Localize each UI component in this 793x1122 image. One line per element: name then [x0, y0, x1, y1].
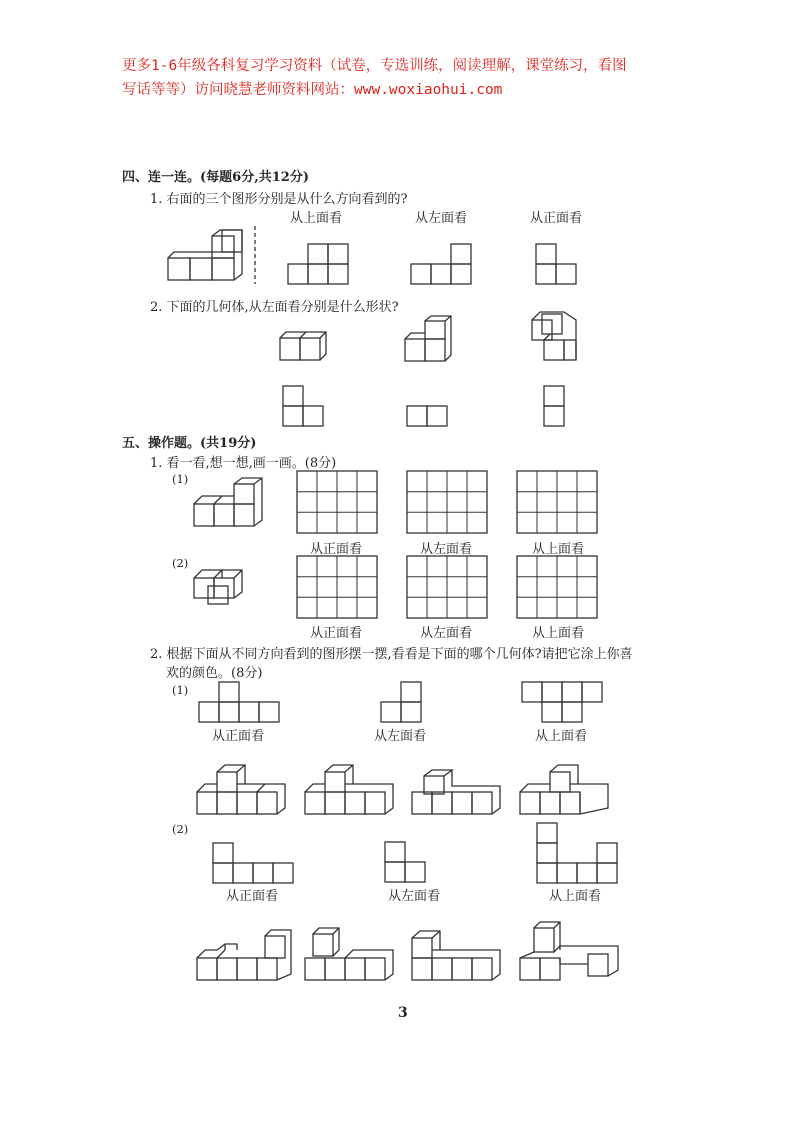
s5-q2-item1-label-top: 从上面看 [535, 729, 588, 744]
s5-q2-item1-option-c[interactable] [410, 762, 502, 818]
s4-q1-label-left: 从左面看 [415, 211, 468, 226]
s5-q2-item2-option-d[interactable] [518, 920, 628, 984]
s5-q2-item1-label-front: 从正面看 [212, 729, 265, 744]
s5-q2-item2-view-left [384, 841, 430, 887]
s4-q2-solid-1 [278, 330, 328, 362]
s5-q2-item2-option-b[interactable] [303, 928, 403, 984]
s5-q1-item1-view-left: 从左面看 [420, 542, 473, 557]
s5-q1-item2-view-left: 从左面看 [420, 626, 473, 641]
banner-line-2: 写话等等）访问晓慧老师资料网站：www.woxiaohui.com [122, 82, 503, 98]
page-number: 3 [398, 1005, 408, 1021]
s5-q2-text: 2. 根据下面从不同方向看到的图形摆一摆,看看是下面的哪个几何体?请把它涂上你喜 [150, 647, 633, 662]
s5-q1-item2-grid-front[interactable] [296, 555, 380, 621]
s4-q2-solid-3 [530, 310, 580, 362]
s5-q1-item2-view-front: 从正面看 [310, 626, 363, 641]
s4-q2-view-2 [406, 405, 450, 429]
s5-q1-item1-view-top: 从上面看 [532, 542, 585, 557]
s5-q2-item2-label-front: 从正面看 [226, 889, 279, 904]
s4-q1-label-top: 从上面看 [290, 211, 343, 226]
s5-q2-item2-view-top [536, 822, 622, 888]
s4-q1-view-top [287, 243, 351, 287]
s5-q1-item2-grid-top[interactable] [516, 555, 600, 621]
s5-q2-text-cont: 欢的颜色。(8分) [166, 666, 263, 681]
s5-q1-item2-label: (2) [172, 556, 189, 570]
s5-q2-item1-label: (1) [172, 683, 189, 697]
s4-q1-view-front [535, 243, 579, 287]
s5-q2-item2-view-front [212, 840, 298, 886]
s4-q1-text: 1. 右面的三个图形分别是从什么方向看到的? [150, 192, 408, 207]
s5-q1-item1-label: (1) [172, 472, 189, 486]
s4-q1-view-left [410, 243, 474, 287]
s5-q2-item2-label-top: 从上面看 [549, 889, 602, 904]
s5-q1-item1-view-front: 从正面看 [310, 542, 363, 557]
s5-q2-item1-view-front [198, 679, 284, 725]
s5-q2-item1-view-left [380, 681, 426, 725]
s5-q1-item1-grid-top[interactable] [516, 470, 600, 536]
section-5-heading: 五、操作题。(共19分) [122, 436, 257, 451]
section-4-heading: 四、连一连。(每题6分,共12分) [122, 170, 309, 185]
s5-q2-item2-option-c[interactable] [410, 928, 510, 984]
s5-q2-item1-label-left: 从左面看 [374, 729, 427, 744]
s4-q1-label-front: 从正面看 [530, 211, 583, 226]
s5-q2-item1-option-b[interactable] [303, 762, 395, 818]
s4-q1-solid [166, 228, 246, 284]
s5-q2-item2-label-left: 从左面看 [388, 889, 441, 904]
s5-q1-item2-solid [192, 566, 252, 606]
s4-q2-view-3 [543, 385, 567, 429]
s5-q1-item2-grid-left[interactable] [406, 555, 490, 621]
s4-q2-solid-2 [403, 315, 455, 363]
s5-q2-item2-option-a[interactable] [195, 928, 295, 984]
s4-q2-view-1 [282, 385, 326, 429]
s5-q1-text: 1. 看一看,想一想,画一画。(8分) [150, 456, 337, 471]
s5-q1-item1-solid [192, 476, 270, 528]
s5-q1-item2-view-top: 从上面看 [532, 626, 585, 641]
s5-q1-item1-grid-left[interactable] [406, 470, 490, 536]
s5-q2-item1-option-d[interactable] [518, 762, 610, 818]
s5-q2-item1-view-top [521, 681, 607, 725]
banner-line-1: 更多1-6年级各科复习学习资料（试卷，专选训练，阅读理解，课堂练习，看图 [122, 58, 627, 74]
s5-q2-item1-option-a[interactable] [195, 762, 287, 818]
s4-q2-text: 2. 下面的几何体,从左面看分别是什么形状? [150, 300, 399, 315]
s5-q2-item2-label: (2) [172, 822, 189, 836]
s4-q1-dashed-divider [252, 226, 258, 286]
s5-q1-item1-grid-front[interactable] [296, 470, 380, 536]
